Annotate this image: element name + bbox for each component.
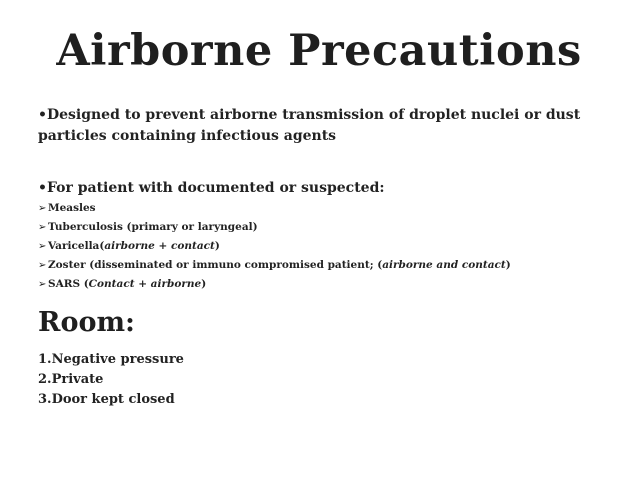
disease-item bbox=[38, 256, 628, 275]
disease-text: Varicella( bbox=[48, 240, 105, 252]
room-heading: Room: bbox=[38, 307, 135, 338]
intro-text: Designed to prevent airborne transmission of droplet nuclei or dust particles containing infectious agents bbox=[38, 107, 581, 144]
arrow-bullet-icon: ➢ bbox=[38, 241, 47, 252]
disease-italic-note: Contact + airborne bbox=[88, 278, 202, 290]
bullet-glyph: • bbox=[38, 180, 47, 196]
room-item: 3.Door kept closed bbox=[38, 392, 175, 407]
disease-text: Tuberculosis (primary or laryngeal) bbox=[48, 221, 258, 233]
disease-item bbox=[38, 199, 628, 218]
disease-italic-note: airborne and contact bbox=[382, 259, 506, 271]
disease-item bbox=[38, 237, 628, 256]
disease-text: ) bbox=[505, 259, 511, 271]
arrow-bullet-icon: ➢ bbox=[38, 260, 47, 271]
disease-text: Zoster (disseminated or immuno compromised patient; ( bbox=[48, 259, 383, 271]
bullet-glyph: • bbox=[38, 107, 47, 123]
disease-list bbox=[38, 199, 628, 294]
disease-text: ) bbox=[201, 278, 207, 290]
patient-criteria-text: For patient with documented or suspected: bbox=[46, 180, 385, 196]
disease-item bbox=[38, 218, 628, 237]
patient-criteria-heading bbox=[38, 178, 623, 198]
arrow-bullet-icon: ➢ bbox=[38, 279, 47, 290]
disease-text: Measles bbox=[48, 202, 96, 214]
arrow-bullet-icon: ➢ bbox=[38, 222, 47, 233]
room-item: 2.Private bbox=[38, 372, 104, 387]
intro-bullet bbox=[38, 105, 623, 147]
room-item: 1.Negative pressure bbox=[38, 352, 184, 367]
disease-italic-note: airborne + contact bbox=[104, 240, 215, 252]
arrow-bullet-icon: ➢ bbox=[38, 203, 47, 214]
room-requirements-list bbox=[38, 350, 184, 410]
disease-text: SARS ( bbox=[48, 278, 89, 290]
disease-item bbox=[38, 275, 628, 294]
slide-title: Airborne Precautions bbox=[56, 26, 582, 76]
disease-text: ) bbox=[214, 240, 220, 252]
